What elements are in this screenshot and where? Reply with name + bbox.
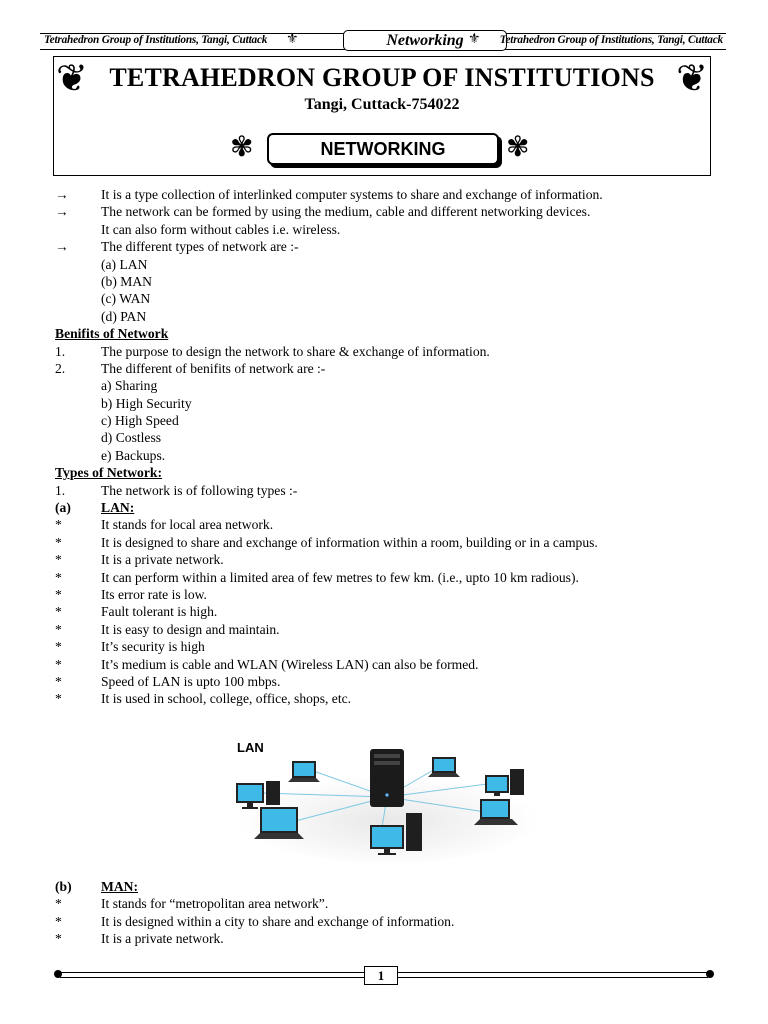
list-item: → The network can be formed by using the medium, cable and different networking devices. bbox=[55, 204, 591, 220]
flourish-corner-icon: ❦ bbox=[56, 58, 88, 100]
benefit-item: e) Backups. bbox=[101, 447, 166, 463]
network-type: (c) WAN bbox=[101, 291, 151, 307]
subsection-heading-lan: LAN: bbox=[101, 500, 135, 516]
bullet-item: * It is designed to share and exchange of information within a room, building or in a campus. bbox=[55, 534, 598, 550]
section-heading-benefits: Benifits of Network bbox=[55, 326, 169, 342]
list-item: 1. The network is of following types :- bbox=[55, 482, 298, 498]
bullet-item: * It can perform within a limited area of few metres to few km. (i.e., upto 10 km radious). bbox=[55, 569, 579, 585]
document-body-continued bbox=[55, 878, 735, 948]
bullet-item: * It is easy to design and maintain. bbox=[55, 621, 280, 637]
lan-diagram bbox=[230, 735, 540, 865]
bullet-item: * It is a private network. bbox=[55, 931, 224, 947]
flourish-icon: ✾ bbox=[506, 132, 530, 163]
institution-address: Tangi, Cuttack-754022 bbox=[304, 96, 460, 113]
running-header-subject: Networking bbox=[343, 30, 507, 51]
network-type: (b) MAN bbox=[101, 273, 152, 289]
list-item-continuation: It can also form without cables i.e. wireless. bbox=[101, 221, 341, 237]
subsection-lan: (a) LAN: bbox=[55, 500, 135, 516]
title-block bbox=[53, 56, 711, 175]
network-type: (a) LAN bbox=[101, 256, 148, 272]
running-header bbox=[40, 30, 726, 52]
institution-title: TETRAHEDRON GROUP OF INSTITUTIONS bbox=[109, 63, 655, 92]
page-number: 1 bbox=[364, 966, 398, 985]
running-header-institution-right: Tetrahedron Group of Institutions, Tangi, Cuttack bbox=[499, 34, 723, 46]
bullet-item: * Fault tolerant is high. bbox=[55, 604, 218, 620]
bullet-item: * It stands for local area network. bbox=[55, 517, 274, 533]
list-item: → The different types of network are :- bbox=[55, 239, 299, 255]
ornament-icon: ⚜ bbox=[468, 32, 481, 47]
chapter-title: NETWORKING bbox=[267, 133, 499, 165]
subsection-heading-man: MAN: bbox=[101, 879, 138, 894]
page-footer bbox=[54, 966, 714, 988]
bullet-item: * It is a private network. bbox=[55, 552, 224, 568]
benefit-item: c) High Speed bbox=[101, 413, 179, 429]
network-type: (d) PAN bbox=[101, 308, 147, 324]
bullet-item: * Speed of LAN is upto 100 mbps. bbox=[55, 673, 281, 689]
arrow-icon: → bbox=[55, 239, 69, 255]
section-heading-types: Types of Network: bbox=[55, 465, 162, 481]
ornament-icon: ⚜ bbox=[286, 32, 299, 47]
subsection-man: (b) MAN: bbox=[55, 879, 138, 894]
list-item: 2. The different of benifits of network are :- bbox=[55, 360, 326, 376]
document-body bbox=[55, 186, 735, 708]
server-icon bbox=[370, 749, 404, 807]
benefit-item: a) Sharing bbox=[101, 378, 158, 394]
arrow-icon: → bbox=[55, 204, 69, 220]
flourish-corner-icon: ❦ bbox=[676, 58, 708, 100]
running-header-institution-left: Tetrahedron Group of Institutions, Tangi, Cuttack bbox=[44, 34, 268, 46]
bullet-item: * It is designed within a city to share and exchange of information. bbox=[55, 913, 455, 929]
list-item: 1. The purpose to design the network to share & exchange of information. bbox=[55, 343, 490, 359]
list-item: → It is a type collection of interlinked computer systems to share and exchange of information. bbox=[55, 187, 603, 202]
computer-icon bbox=[288, 761, 320, 782]
arrow-icon: → bbox=[55, 187, 69, 202]
bullet-item: * It stands for “metropolitan area network”. bbox=[55, 896, 329, 912]
diagram-label: LAN bbox=[237, 740, 264, 755]
bullet-item: * Its error rate is low. bbox=[55, 586, 207, 602]
computer-icon bbox=[428, 757, 460, 777]
bullet-item: * It is used in school, college, office, shops, etc. bbox=[55, 691, 352, 707]
benefit-item: b) High Security bbox=[101, 395, 192, 411]
computer-icon bbox=[485, 769, 524, 796]
flourish-icon: ✾ bbox=[230, 132, 254, 163]
computer-icon bbox=[254, 807, 304, 839]
bullet-item: * It’s security is high bbox=[55, 639, 205, 655]
benefit-item: d) Costless bbox=[101, 430, 162, 446]
bullet-item: * It’s medium is cable and WLAN (Wireless LAN) can also be formed. bbox=[55, 656, 479, 672]
